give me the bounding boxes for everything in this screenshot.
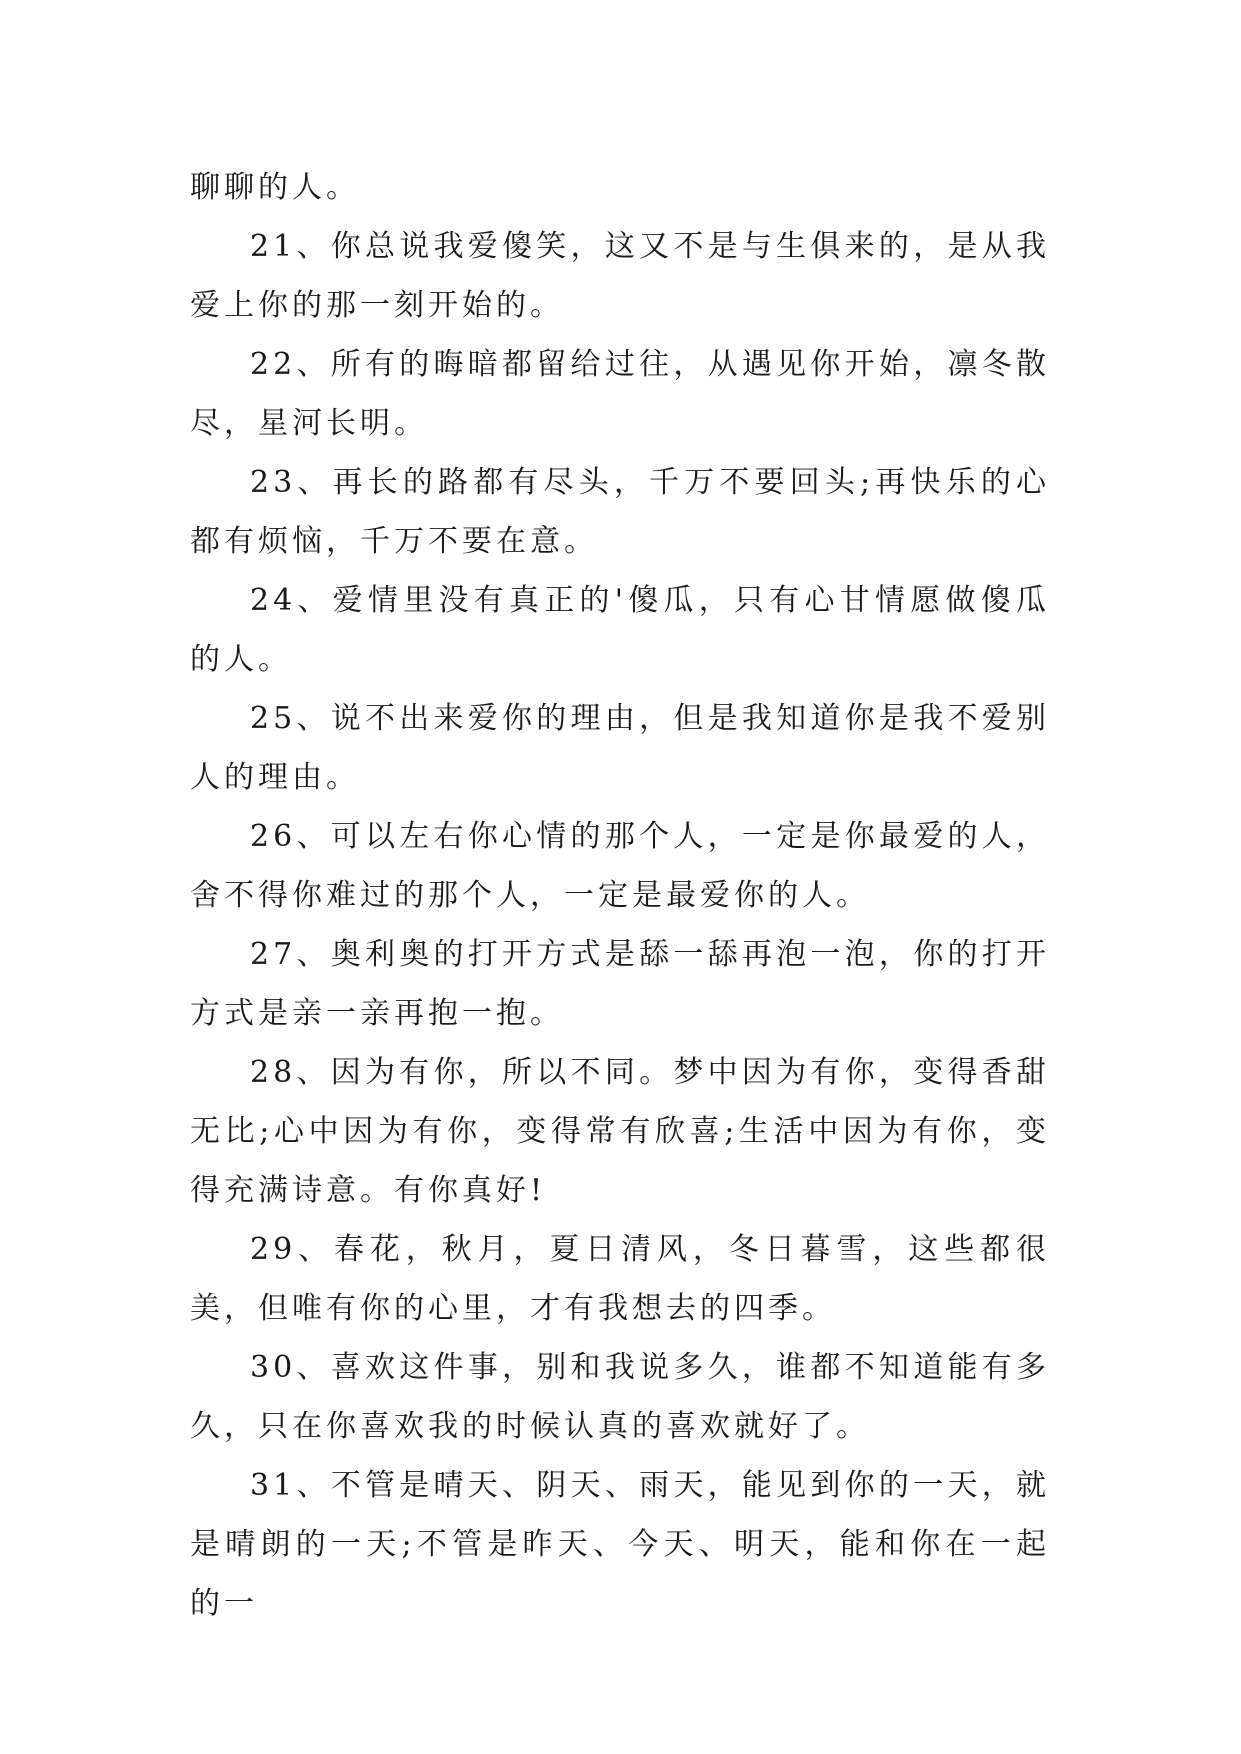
paragraph: 27、奥利奥的打开方式是舔一舔再泡一泡，你的打开方式是亲一亲再抱一抱。 xyxy=(190,937,1050,1031)
paragraph: 21、你总说我爱傻笑，这又不是与生俱来的，是从我爱上你的那一刻开始的。 xyxy=(190,229,1050,323)
paragraph: 24、爱情里没有真正的'傻瓜，只有心甘情愿做傻瓜的人。 xyxy=(190,583,1050,677)
paragraph: 22、所有的晦暗都留给过往，从遇见你开始，凛冬散尽，星河长明。 xyxy=(190,347,1050,441)
document-body xyxy=(190,158,1050,1633)
paragraph: 31、不管是晴天、阴天、雨天，能见到你的一天，就是晴朗的一天;不管是昨天、今天、明天，能和你在一起的一 xyxy=(190,1468,1050,1621)
paragraph: 23、再长的路都有尽头，千万不要回头;再快乐的心都有烦恼，千万不要在意。 xyxy=(190,465,1050,559)
paragraph: 聊聊的人。 xyxy=(190,170,360,205)
paragraph: 29、春花，秋月，夏日清风，冬日暮雪，这些都很美，但唯有你的心里，才有我想去的四季。 xyxy=(190,1232,1050,1326)
paragraph: 25、说不出来爱你的理由，但是我知道你是我不爱别人的理由。 xyxy=(190,701,1050,795)
paragraph: 26、可以左右你心情的那个人，一定是你最爱的人，舍不得你难过的那个人，一定是最爱你的人。 xyxy=(190,819,1050,913)
paragraph: 30、喜欢这件事，别和我说多久，谁都不知道能有多久，只在你喜欢我的时候认真的喜欢就好了。 xyxy=(190,1350,1050,1444)
paragraph: 28、因为有你，所以不同。梦中因为有你，变得香甜无比;心中因为有你，变得常有欣喜;生活中因为有你，变得充满诗意。有你真好! xyxy=(190,1055,1050,1208)
